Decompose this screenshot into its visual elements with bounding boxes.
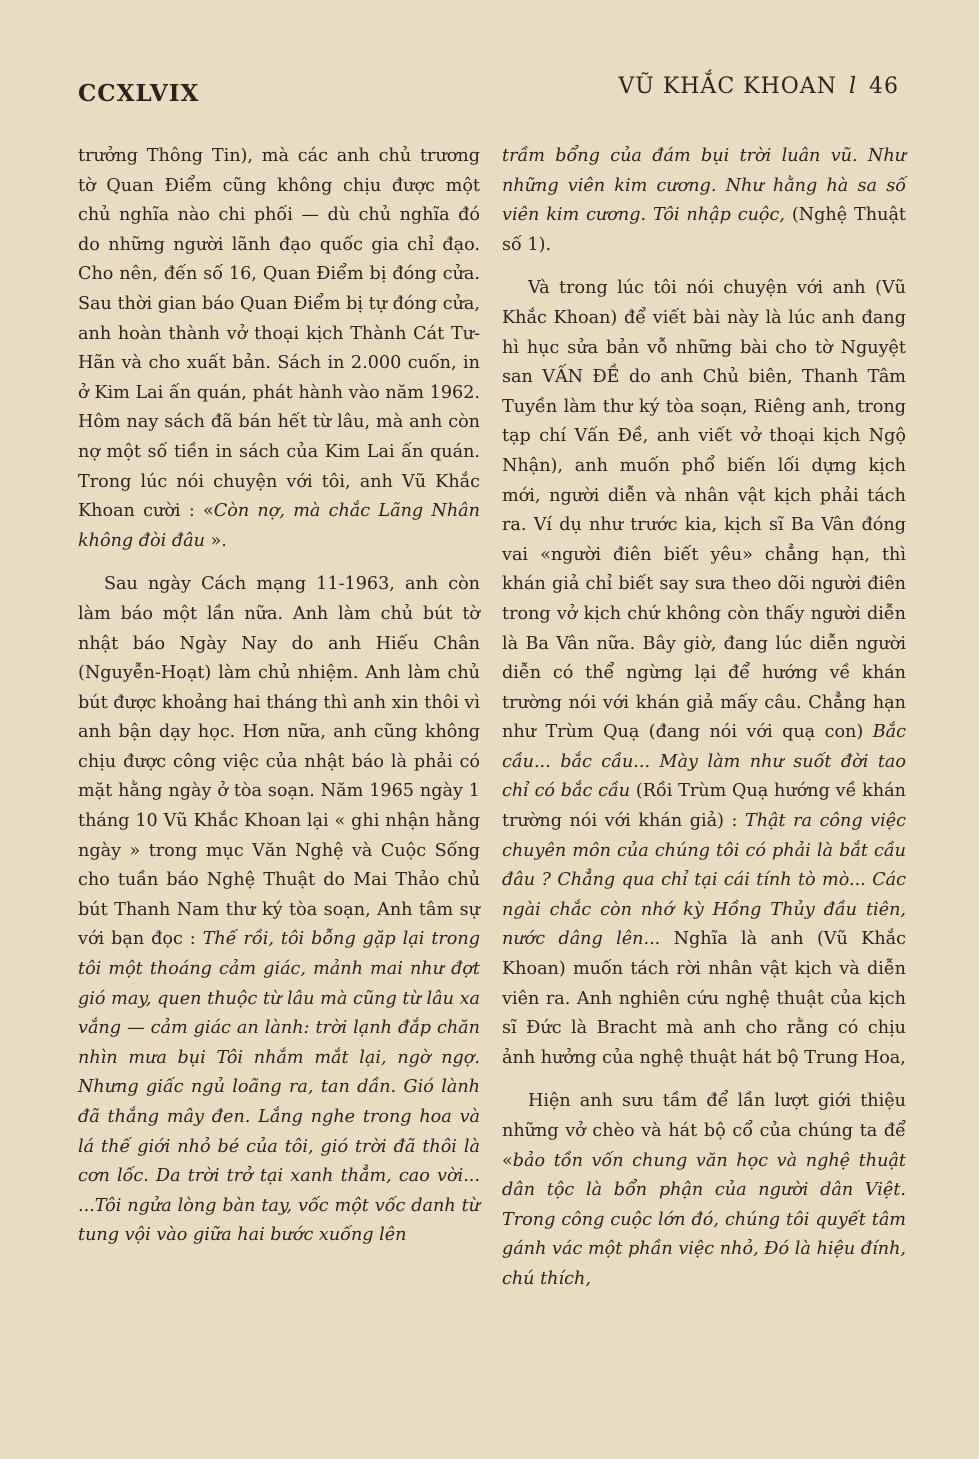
left-p2-quote: Thế rồi, tôi bỗng gặp lại trong tôi một thoáng cảm giác, mảnh mai như đợt gió may, quen thuộc từ lâu mà cũng từ lâu xa vắng — cảm giác an lành: trời lạnh đắp chăn nhìn mưa bụi Tôi nhắm mắt lại, ngờ ngợ. Nhưng giấc ngủ loãng ra, tan dần. Gió lành đã thắng mây đen. Lắng nghe trong hoa và lá thế giới nhỏ bé của tôi, gió trời đã thôi là cơn lốc. Da trời trở tại xanh thẳm, cao vời... ...Tôi ngửa lòng bàn tay, vốc một vốc danh từ tung vội vào giữa hai bước xuống lên [78,929,480,1246]
right-p2-quote-1: Bắc cầu... bắc cầu... Mày làm như suốt đời tao chỉ có bắc cầu [502,722,906,802]
right-p2-mid: (Rồi Trùm Quạ hướng về khán trường nói với khán giả) : [502,781,906,832]
right-column [502,142,906,1295]
right-p3-quote: bảo tồn vốn chung văn học và nghệ thuật dân tộc là bổn phận của người dân Việt. Trong công cuộc lớn đó, chúng tôi quyết tâm gánh vác một phần việc nhỏ, Đó là hiệu đính, chú thích, [502,1150,906,1289]
header-author: VŨ KHẮC KHOAN [618,74,837,99]
page-roman-numeral: CCXLVIX [78,80,200,107]
right-p1-tail: (Nghệ Thuật số 1). [502,205,907,255]
left-p1-tail: ». [204,530,227,551]
right-p2-quote-2: Thật ra công việc chuyên môn của chúng tôi có phải là bắt cầu đâu ? Chẳng qua chỉ tại cái tính tò mò... Các ngài chắc còn nhớ kỳ Hồng Thủy đầu tiên, nước dâng lên... [502,811,906,950]
right-p3-text: Hiện anh sưu tầm để lần lượt giới thiệu những vở chèo và hát bộ cổ của chúng ta để « [502,1091,906,1171]
running-header [618,74,899,99]
right-p2-text: Và trong lúc tôi nói chuyện với anh (Vũ Khắc Khoan) để viết bài này là lúc anh đang hì hục sửa bản vỗ những bài cho tờ Nguyệt san VẤN ĐỀ do anh Chủ biên, Thanh Tâm Tuyền làm thư ký tòa soạn, Riêng anh, trong tạp chí Vấn Đề, anh viết vở thoại kịch Ngộ Nhận), anh muốn phổ biến lối dựng kịch mới, người diễn và nhân vật kịch phải tách ra. Ví dụ như trước kia, kịch sĩ Ba Vân đóng vai «người điên biết yêu» chẳng hạn, thì khán giả chỉ biết say sưa theo dõi người điên trong vở kịch chứ không còn thấy người diễn là Ba Vân nữa. Bây giờ, đang lúc diễn người diễn có thể ngừng lại để hướng về khán trường nói với khán giả mấy câu. Chẳng hạn như Trùm Quạ (đang nói với quạ con) [502,278,906,743]
left-p1-quote: Còn nợ, mà chắc Lãng Nhân không đòi đâu [78,501,480,551]
right-paragraph-3 [502,1087,906,1294]
left-p2-text: Sau ngày Cách mạng 11-1963, anh còn làm báo một lần nữa. Anh làm chủ bút tờ nhật báo Ngày Nay do anh Hiếu Chân (Nguyễn-Hoạt) làm chủ nhiệm. Anh làm chủ bút được khoảng hai tháng thì anh xin thôi vì anh bận dạy học. Hơn nữa, anh cũng không chịu được công việc của nhật báo là phải có mặt hằng ngày ở tòa soạn. Năm 1965 ngày 1 tháng 10 Vũ Khắc Khoan lại « ghi nhận hằng ngày » trong mục Văn Nghệ và Cuộc Sống cho tuần báo Nghệ Thuật do Mai Thảo chủ bút Thanh Nam thư ký tòa soạn, Anh tâm sự với bạn đọc : [78,574,480,950]
right-paragraph-2 [502,274,906,1073]
right-paragraph-1 [502,142,906,260]
left-p1-text: trưởng Thông Tin), mà các anh chủ trương tờ Quan Điểm cũng không chịu được một chủ nghĩa nào chi phối — dù chủ nghĩa đó do những người lãnh đạo quốc gia chỉ đạo. Cho nên, đến số 16, Quan Điểm bị đóng cửa. Sau thời gian báo Quan Điểm bị tự đóng cửa, anh hoàn thành vở thoại kịch Thành Cát Tư-Hãn và cho xuất bản. Sách in 2.000 cuốn, in ở Kim Lai ấn quán, phát hành vào năm 1962. Hôm nay sách đã bán hết từ lâu, mà anh còn nợ một số tiền in sách của Kim Lai ấn quán. Trong lúc nói chuyện với tôi, anh Vũ Khắc Khoan cười : « [78,146,480,522]
left-column [78,142,480,1251]
header-separator: l [848,74,857,99]
right-p1-quote: trầm bổng của đám bụi trời luân vũ. Như những viên kim cương. Như hằng hà sa số viên kim cương. Tôi nhập cuộc, [502,146,906,226]
right-p2-end: Nghĩa là anh (Vũ Khắc Khoan) muốn tách rời nhân vật kịch và diễn viên ra. Anh nghiên cứu nghệ thuật của kịch sĩ Đức là Bracht mà anh cho rằng có chịu ảnh hưởng của nghệ thuật hát bộ Trung Hoa, [502,929,906,1068]
header-page-number: 46 [869,74,899,99]
left-paragraph-1 [78,142,480,556]
left-paragraph-2 [78,570,480,1251]
